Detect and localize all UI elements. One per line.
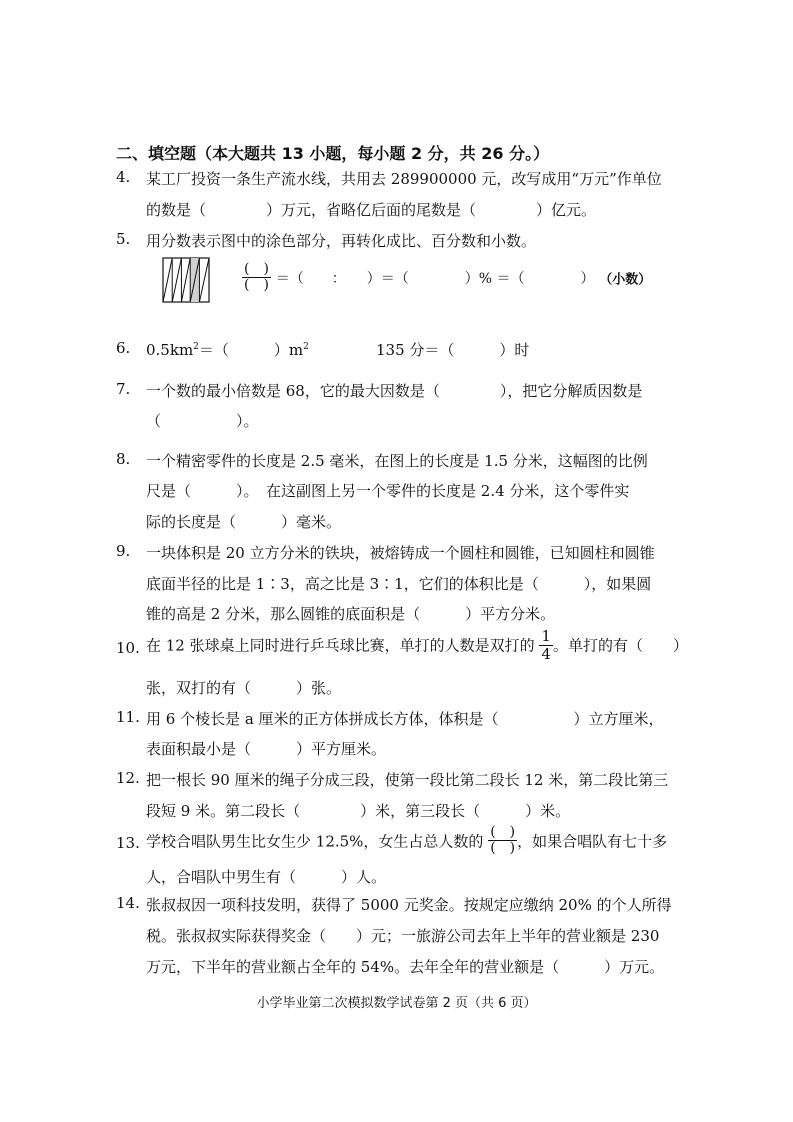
- q5-frac-numerator: ( ): [244, 261, 269, 277]
- q7-line2: （ ）。: [146, 412, 259, 430]
- q4-number: 4.: [116, 168, 131, 186]
- q8-line3: 际的长度是（ ）毫米。: [146, 513, 342, 531]
- q4-line1: 某工厂投资一条生产流水线，共用去 289900000 元，改写成用“万元”作单位: [146, 170, 662, 188]
- q11-line2: 表面积最小是（ ）平方厘米。: [146, 740, 387, 758]
- q11-line1: 用 6 个棱长是 a 厘米的正方体拼成长方体，体积是（ ）立方厘米，: [146, 710, 664, 728]
- q10-line1-end: 。单打的有（ ）: [552, 636, 688, 655]
- q9-line2: 底面半径的比是 1∶3，高之比是 3∶1，它们的体积比是（ ），如果圆: [146, 575, 652, 593]
- q5-blank-fraction[interactable]: [242, 262, 271, 294]
- q8-line2: 尺是（ ）。 在这副图上另一个零件的长度是 2.4 分米，这个零件实: [146, 482, 630, 500]
- q9-line1: 一块体积是 20 立方分米的铁块，被熔铸成一个圆柱和圆锥，已知圆柱和圆锥: [146, 544, 655, 562]
- shaded-rectangle-figure: [162, 257, 210, 303]
- q12-line1: 把一根长 90 厘米的绳子分成三段，使第一段比第二段长 12 米，第二段比第三: [146, 771, 669, 789]
- q8-number: 8.: [116, 450, 131, 468]
- q10-number: 10.: [116, 639, 140, 657]
- q14-number: 14.: [116, 894, 140, 912]
- q8-line1: 一个精密零件的长度是 2.5 毫米，在图上的长度是 1.5 分米，这幅图的比例: [146, 452, 648, 470]
- q14-line2: 税。张叔叔实际获得奖金（ ）元；一旅游公司去年上半年的营业额是 230: [146, 927, 660, 945]
- q13-blank-fraction[interactable]: [488, 825, 517, 857]
- q14-line3: 万元，下半年的营业额占全年的 54%。去年全年的营业额是（ ）万元。: [146, 958, 665, 976]
- q5-decimal-note: （小数）: [599, 272, 652, 288]
- q7-line1: 一个数的最小倍数是 68，它的最大因数是（ ），把它分解质因数是: [146, 382, 643, 400]
- q5-equation: ＝（ ： ）＝（ ）% ＝（ ）: [275, 270, 595, 287]
- section-title: 二、填空题（本大题共 13 小题，每小题 2 分，共 26 分。）: [116, 144, 550, 163]
- q13-frac-denominator: ( ): [490, 840, 516, 857]
- q14-line1: 张叔叔因一项科技发明，获得了 5000 元奖金。按规定应缴纳 20% 的个人所得: [146, 896, 672, 914]
- q6-km-value: 0.5km: [146, 341, 194, 359]
- q12-number: 12.: [116, 769, 140, 787]
- q6-number: 6.: [116, 339, 131, 357]
- q5-number: 5.: [116, 230, 131, 248]
- q12-line2: 段短 9 米。第二段长（ ）米，第三段长（ ）米。: [146, 802, 571, 820]
- q10-fraction: [539, 628, 553, 662]
- page-footer: 小学毕业第二次模拟数学试卷第 2 页（共 6 页）: [256, 996, 537, 1011]
- q6-km-exponent: 2: [193, 342, 199, 352]
- q7-number: 7.: [116, 380, 131, 398]
- q13-frac-numerator: ( ): [490, 824, 516, 840]
- q5-line1: 用分数表示图中的涂色部分，再转化成比、百分数和小数。: [146, 232, 537, 250]
- q9-line3: 锥的高是 2 分米，那么圆锥的底面积是（ ）平方分米。: [146, 605, 556, 623]
- q6-area-conversion: [146, 339, 309, 360]
- q10-frac-numerator: 1: [541, 627, 551, 645]
- q5-frac-denominator: ( ): [244, 277, 269, 294]
- q13-line1: [146, 825, 667, 857]
- q6-m-blank: ＝（ ）m: [198, 341, 304, 359]
- q13-line1-end: ，如果合唱队有七十多: [517, 832, 668, 851]
- q4-line2: 的数是（ ）万元，省略亿后面的尾数是（ ）亿元。: [146, 201, 597, 219]
- q10-line2: 张，双打的有（ ）张。: [146, 679, 342, 697]
- q11-number: 11.: [116, 708, 140, 726]
- q10-line1: [146, 628, 688, 662]
- q13-number: 13.: [116, 834, 140, 852]
- q6-m-exponent: 2: [303, 342, 309, 352]
- q9-number: 9.: [116, 542, 131, 560]
- q10-line1-start: 在 12 张球桌上同时进行乒乓球比赛，单打的人数是双打的: [146, 636, 535, 655]
- q6-time-conversion: 135 分＝（ ）时: [376, 341, 530, 359]
- q13-line1-start: 学校合唱队男生比女生少 12.5%，女生占总人数的: [146, 832, 484, 851]
- q13-line2: 人，合唱队中男生有（ ）人。: [146, 868, 387, 886]
- q10-frac-denominator: 4: [541, 644, 551, 663]
